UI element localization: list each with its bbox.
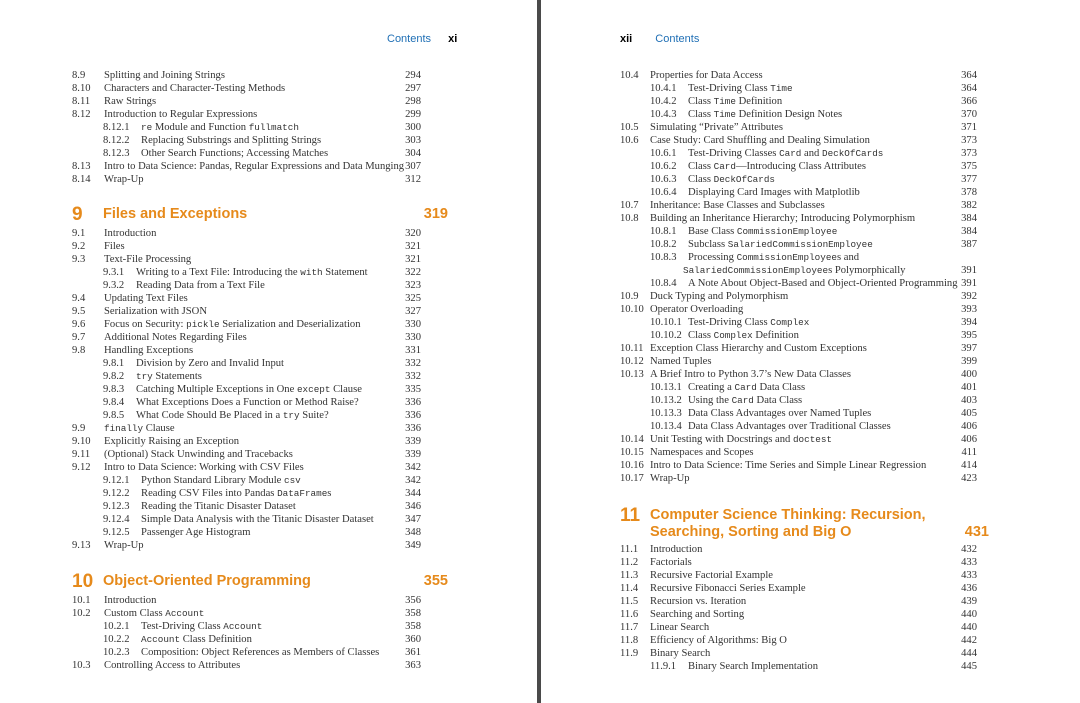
toc-entry-number: 9.9 [72,423,86,434]
toc-entry-page: 414 [961,460,977,471]
toc-entry-page: 364 [961,70,977,81]
chapter-number: 10 [72,571,94,592]
toc-entry-page: 378 [961,187,977,198]
toc-entry-number: 8.12.2 [103,135,130,146]
toc-entry-number: 10.12 [620,356,644,367]
toc-entry-number: 10.4.1 [650,83,677,94]
toc-entry-page: 440 [961,622,977,633]
toc-entry-number: 8.9 [72,70,86,81]
toc-entry-page: 321 [405,254,421,265]
toc-entry-number: 11.9 [620,648,639,659]
toc-entry-title: Python Standard Library Module csv [141,475,301,486]
toc-entry-title: Test-Driving Class Complex [688,317,810,328]
toc-entry-page: 405 [961,408,977,419]
toc-entry-title: Introduction [104,228,157,239]
toc-entry-title: Factorials [650,557,692,568]
toc-entry-page: 433 [961,570,977,581]
toc-entry-number: 10.11 [620,343,644,354]
toc-entry-title: Files [104,241,125,252]
toc-entry-title: Reading Data from a Text File [136,280,265,291]
toc-entry-title: Passenger Age Histogram [141,527,251,538]
toc-entry-title: Wrap-Up [104,174,144,185]
toc-entry-title: Test-Driving Class Time [688,83,793,94]
toc-entry-number: 9.12.1 [103,475,130,486]
left-header-page-number: xi [448,33,458,45]
toc-entry-page: 377 [961,174,977,185]
chapter-number: 11 [620,505,641,526]
toc-entry-number: 10.8 [620,213,639,224]
toc-entry-page: 442 [961,635,977,646]
toc-entry-title: Recursive Fibonacci Series Example [650,583,806,594]
toc-entry-number: 10.7 [620,200,639,211]
toc-entry-title: Case Study: Card Shuffling and Dealing Simulation [650,135,870,146]
toc-entry-title: Linear Search [650,622,710,633]
chapter-title: Computer Science Thinking: Recursion, Searching, Sorting and Big O [650,507,926,540]
toc-entry-page: 423 [961,473,977,484]
toc-entry-page: 384 [961,213,977,224]
toc-entry-number: 11.6 [620,609,639,620]
toc-entry-title: Using the Card Data Class [688,395,803,406]
toc-entry-number: 11.9.1 [650,661,677,672]
chapter-page: 431 [964,524,989,540]
toc-entry-page: 323 [405,280,421,291]
toc-entry-page: 360 [405,634,421,645]
toc-entry-title: Duck Typing and Polymorphism [650,291,789,302]
toc-entry-title: Data Class Advantages over Named Tuples [688,408,872,419]
chapter-title: Object-Oriented Programming [103,573,311,589]
chapter-title: Files and Exceptions [103,206,248,222]
toc-entry-number: 10.15 [620,447,644,458]
toc-entry-page: 406 [961,434,977,445]
toc-entry-number: 9.12 [72,462,91,473]
toc-entry-title: Division by Zero and Invalid Input [136,358,284,369]
toc-entry-page: 373 [961,135,977,146]
toc-entry-page: 330 [405,332,421,343]
toc-entry-number: 10.6.4 [650,187,677,198]
toc-entry-page: 364 [961,83,977,94]
toc-entry-number: 10.17 [620,473,644,484]
toc-entry-page: 366 [961,96,977,107]
toc-entry-number: 9.3.2 [103,280,125,291]
toc-entry-page: 392 [961,291,977,302]
toc-entry-page: 297 [405,83,421,94]
toc-entry-title: Explicitly Raising an Exception [104,436,240,447]
toc-entry-title: Class Time Definition Design Notes [688,109,843,120]
toc-entry-page: 344 [405,488,421,499]
toc-entry-number: 9.8.1 [103,358,125,369]
toc-entry-page: 399 [961,356,977,367]
toc-entry-page: 312 [405,174,421,185]
toc-entry-page: 336 [405,397,421,408]
toc-entry-number: 10.2.2 [103,634,130,645]
toc-entry-number: 10.4 [620,70,639,81]
toc-entry-page: 294 [405,70,421,81]
toc-entry-number: 11.8 [620,635,639,646]
left-header-label: Contents [387,33,432,45]
toc-entry-title: Additional Notes Regarding Files [104,332,247,343]
toc-entry-number: 10.9 [620,291,639,302]
toc-entry-page: 336 [405,423,421,434]
toc-entry-title: Account Class Definition [141,634,252,645]
toc-entry-page: 335 [405,384,421,395]
toc-entry-title: Custom Class Account [104,608,205,619]
toc-entry-page: 391 [961,265,977,276]
toc-entry-title: Other Search Functions; Accessing Matches [141,148,329,159]
toc-entry-number: 10.16 [620,460,644,471]
toc-entry-page: 373 [961,148,977,159]
toc-entry-title: SalariedCommissionEmployees Polymorphically [683,265,906,276]
toc-entry-number: 10.13 [620,369,644,380]
toc-entry-title: Wrap-Up [650,473,690,484]
toc-entry-number: 11.3 [620,570,639,581]
right-header-label: Contents [655,33,700,45]
toc-entry-number: 9.1 [72,228,86,239]
toc-entry-page: 391 [961,278,977,289]
toc-entry-page: 358 [405,608,421,619]
toc-entry-page: 394 [961,317,977,328]
toc-entry-title: Characters and Character-Testing Methods [104,83,286,94]
toc-entry-number: 10.6.1 [650,148,677,159]
toc-entry-title: Building an Inheritance Hierarchy; Introducing Polymorphism [650,213,916,224]
toc-entry-title: Recursive Factorial Example [650,570,773,581]
toc-entry-number: 10.6.3 [650,174,677,185]
toc-entry-page: 330 [405,319,421,330]
toc-entry-title: Reading CSV Files into Pandas DataFrames [141,488,332,499]
toc-entry-page: 433 [961,557,977,568]
toc-entry-page: 382 [961,200,977,211]
toc-entry-number: 9.11 [72,449,91,460]
toc-entry-title: Searching and Sorting [650,609,745,620]
toc-entry-page: 371 [961,122,977,133]
toc-entry-title: Reading the Titanic Disaster Dataset [141,501,296,512]
toc-entry-number: 9.5 [72,306,86,317]
toc-entry-page: 387 [961,239,977,250]
chapter-number: 9 [72,204,83,225]
toc-entry-page: 384 [961,226,977,237]
toc-entry-title: Namespaces and Scopes [650,447,754,458]
toc-entry-page: 348 [405,527,421,538]
toc-entry-number: 8.10 [72,83,91,94]
toc-entry-page: 401 [961,382,977,393]
toc-entry-page: 327 [405,306,421,317]
toc-entry-page: 332 [405,358,421,369]
chapter-heading [72,571,518,611]
toc-entry-number: 11.1 [620,544,639,555]
toc-entry-number: 10.2.1 [103,621,130,632]
toc-entry-title: Wrap-Up [104,540,144,551]
toc-entry-title: Displaying Card Images with Matplotlib [688,187,860,198]
toc-entry-number: 11.4 [620,583,639,594]
toc-entry-page: 321 [405,241,421,252]
toc-entry-title: Unit Testing with Docstrings and doctest [650,434,833,445]
toc-entry-title: Handling Exceptions [104,345,194,356]
chapter-page: 319 [423,206,448,222]
toc-entry-page: 304 [405,148,421,159]
toc-entry-title: Splitting and Joining Strings [104,70,225,81]
toc-entry-title: Class Time Definition [688,96,783,107]
toc-entry-title: Base Class CommissionEmployee [688,226,838,237]
toc-entry-title: Catching Multiple Exceptions in One except Clause [136,384,362,395]
right-page [542,0,1080,703]
toc-entry-number: 10.8.1 [650,226,677,237]
toc-entry-number: 9.10 [72,436,91,447]
toc-entry-page: 406 [961,421,977,432]
toc-entry-number: 8.12 [72,109,91,120]
toc-entry-title: Intro to Data Science: Time Series and Simple Linear Regression [650,460,927,471]
toc-entry-title: Simulating “Private” Attributes [650,122,783,133]
toc-entry-title: Introduction [104,595,157,606]
toc-entry-page: 299 [405,109,421,120]
toc-entry-title: What Code Should Be Placed in a try Suite? [136,410,329,421]
toc-entry-page: 300 [405,122,421,133]
toc-entry-title: Class Card—Introducing Class Attributes [688,161,866,172]
toc-entry-title: Subclass SalariedCommissionEmployee [688,239,873,250]
toc-entry-number: 8.13 [72,161,91,172]
toc-entry-page: 393 [961,304,977,315]
toc-entry-title: (Optional) Stack Unwinding and Tracebacks [104,449,293,460]
toc-entry-page: 363 [405,660,421,671]
toc-entry-page: 347 [405,514,421,525]
toc-entry-title: finally Clause [104,423,175,434]
toc-entry-page: 356 [405,595,421,606]
toc-entry-title: Exception Class Hierarchy and Custom Exceptions [650,343,867,354]
chapter-page: 355 [423,573,448,589]
toc-entry-page: 411 [961,447,977,458]
toc-entry-page: 336 [405,410,421,421]
toc-entry-number: 9.7 [72,332,86,343]
toc-entry-page: 361 [405,647,421,658]
toc-entry-title: Efficiency of Algorithms: Big O [650,635,787,646]
right-header-page-number: xii [620,33,633,45]
toc-entry-number: 8.14 [72,174,91,185]
toc-entry-number: 9.8.4 [103,397,125,408]
toc-entry-page: 436 [961,583,977,594]
toc-entry-page: 342 [405,462,421,473]
left-running-header [387,33,457,45]
toc-entry-number: 10.4.2 [650,96,677,107]
toc-entry-number: 10.6.2 [650,161,677,172]
toc-entry-page: 307 [405,161,421,172]
toc-entry-page: 440 [961,609,977,620]
toc-entry-title: Text-File Processing [104,254,192,265]
toc-entry-number: 10.4.3 [650,109,677,120]
toc-entry-page: 342 [405,475,421,486]
toc-entry-page: 322 [405,267,421,278]
toc-entry-title: Inheritance: Base Classes and Subclasses [650,200,825,211]
toc-entry-number: 10.10 [620,304,644,315]
toc-entry-number: 10.6 [620,135,639,146]
toc-entry-title: Serialization with JSON [104,306,207,317]
toc-entry-number: 10.13.2 [650,395,682,406]
toc-entry-number: 9.8.2 [103,371,125,382]
toc-entry-page: 397 [961,343,977,354]
toc-entry-number: 10.13.4 [650,421,682,432]
toc-entry-number: 9.13 [72,540,91,551]
toc-entry-page: 444 [961,648,977,659]
toc-entry-title: Recursion vs. Iteration [650,596,747,607]
toc-entry-page: 370 [961,109,977,120]
toc-entry-number: 9.2 [72,241,86,252]
toc-entry-number: 10.2 [72,608,91,619]
toc-entry-title: Properties for Data Access [650,70,763,81]
toc-entry-title: Introduction [650,544,703,555]
toc-entry-number: 9.12.4 [103,514,130,525]
toc-entry-number: 8.12.3 [103,148,130,159]
toc-entry-number: 11.2 [620,557,639,568]
toc-entry-title: re Module and Function fullmatch [141,122,299,133]
toc-entry-title: Binary Search [650,648,711,659]
toc-entry-title: Writing to a Text File: Introducing the with Statement [136,267,368,278]
toc-entry-title: Class DeckOfCards [688,174,775,185]
toc-entry-number: 9.8.5 [103,410,125,421]
toc-entry-title: Test-Driving Classes Card and DeckOfCards [688,148,884,159]
toc-entry-title: What Exceptions Does a Function or Method Raise? [136,397,359,408]
toc-entry-page: 303 [405,135,421,146]
toc-entry-title: Named Tuples [650,356,712,367]
toc-entry-page: 395 [961,330,977,341]
toc-entry-title: Data Class Advantages over Traditional Classes [688,421,891,432]
toc-entry-title: Intro to Data Science: Pandas, Regular Expressions and Data Munging [104,161,405,172]
toc-entry-title: Controlling Access to Attributes [104,660,241,671]
toc-entry-title: Raw Strings [104,96,157,107]
toc-entry-number: 10.5 [620,122,639,133]
toc-entry-number: 9.12.3 [103,501,130,512]
right-running-header [620,33,699,45]
toc-entry-page: 339 [405,436,421,447]
toc-entry-number: 9.12.2 [103,488,130,499]
toc-entry-title: Intro to Data Science: Working with CSV Files [104,462,304,473]
page-gutter [537,0,541,703]
toc-entry-title: try Statements [136,371,202,382]
toc-entry-title: Replacing Substrings and Splitting Strings [141,135,322,146]
toc-entry-number: 11.5 [620,596,639,607]
toc-entry-title: A Note About Object-Based and Object-Oriented Programming [688,278,958,289]
chapter-heading [72,204,518,244]
toc-entry-number: 9.4 [72,293,86,304]
toc-entry-number: 9.12.5 [103,527,130,538]
chapter-heading [620,505,1060,545]
toc-entry-number: 10.8.4 [650,278,677,289]
toc-entry-number: 10.1 [72,595,91,606]
toc-entry-number: 8.12.1 [103,122,130,133]
toc-entry-page: 400 [961,369,977,380]
toc-entry-number: 9.8.3 [103,384,125,395]
toc-entry-number: 9.3.1 [103,267,125,278]
toc-entry-number: 10.14 [620,434,644,445]
toc-entry-title: Processing CommissionEmployees and [688,252,860,263]
toc-entry-page: 346 [405,501,421,512]
left-page [0,0,538,703]
toc-entry-number: 9.6 [72,319,86,330]
toc-entry-number: 10.2.3 [103,647,130,658]
toc-entry-title: Operator Overloading [650,304,744,315]
toc-entry-title: Introduction to Regular Expressions [104,109,258,120]
toc-entry-title: Binary Search Implementation [688,661,819,672]
toc-entry-number: 10.13.3 [650,408,682,419]
toc-entry-page: 332 [405,371,421,382]
toc-entry-page: 403 [961,395,977,406]
toc-entry-number: 11.7 [620,622,639,633]
toc-entry-page: 349 [405,540,421,551]
toc-entry-page: 432 [961,544,977,555]
toc-entry-page: 358 [405,621,421,632]
toc-entry-title: Simple Data Analysis with the Titanic Disaster Dataset [141,514,374,525]
toc-entry-title: Focus on Security: pickle Serialization and Deserialization [104,319,361,330]
toc-entry-page: 339 [405,449,421,460]
toc-entry-page: 325 [405,293,421,304]
toc-entry-number: 10.13.1 [650,382,682,393]
toc-entry-number: 9.8 [72,345,86,356]
toc-entry-number: 8.11 [72,96,91,107]
toc-entry-number: 10.10.1 [650,317,682,328]
toc-entry-title: Test-Driving Class Account [141,621,263,632]
toc-entry-number: 10.10.2 [650,330,682,341]
toc-entry-page: 320 [405,228,421,239]
toc-entry-page: 298 [405,96,421,107]
toc-entry-page: 439 [961,596,977,607]
toc-entry-title: A Brief Intro to Python 3.7’s New Data Classes [650,369,851,380]
toc-entry-title: Composition: Object References as Members of Classes [141,647,380,658]
toc-entry-title: Class Complex Definition [688,330,799,341]
toc-entry-number: 9.3 [72,254,86,265]
toc-entry-page: 331 [405,345,421,356]
toc-entry-number: 10.8.2 [650,239,677,250]
toc-entry-page: 375 [961,161,977,172]
toc-entry-number: 10.3 [72,660,91,671]
toc-entry-page: 445 [961,661,977,672]
toc-entry-number: 10.8.3 [650,252,677,263]
toc-entry-title: Creating a Card Data Class [688,382,806,393]
toc-entry-title: Updating Text Files [104,293,188,304]
